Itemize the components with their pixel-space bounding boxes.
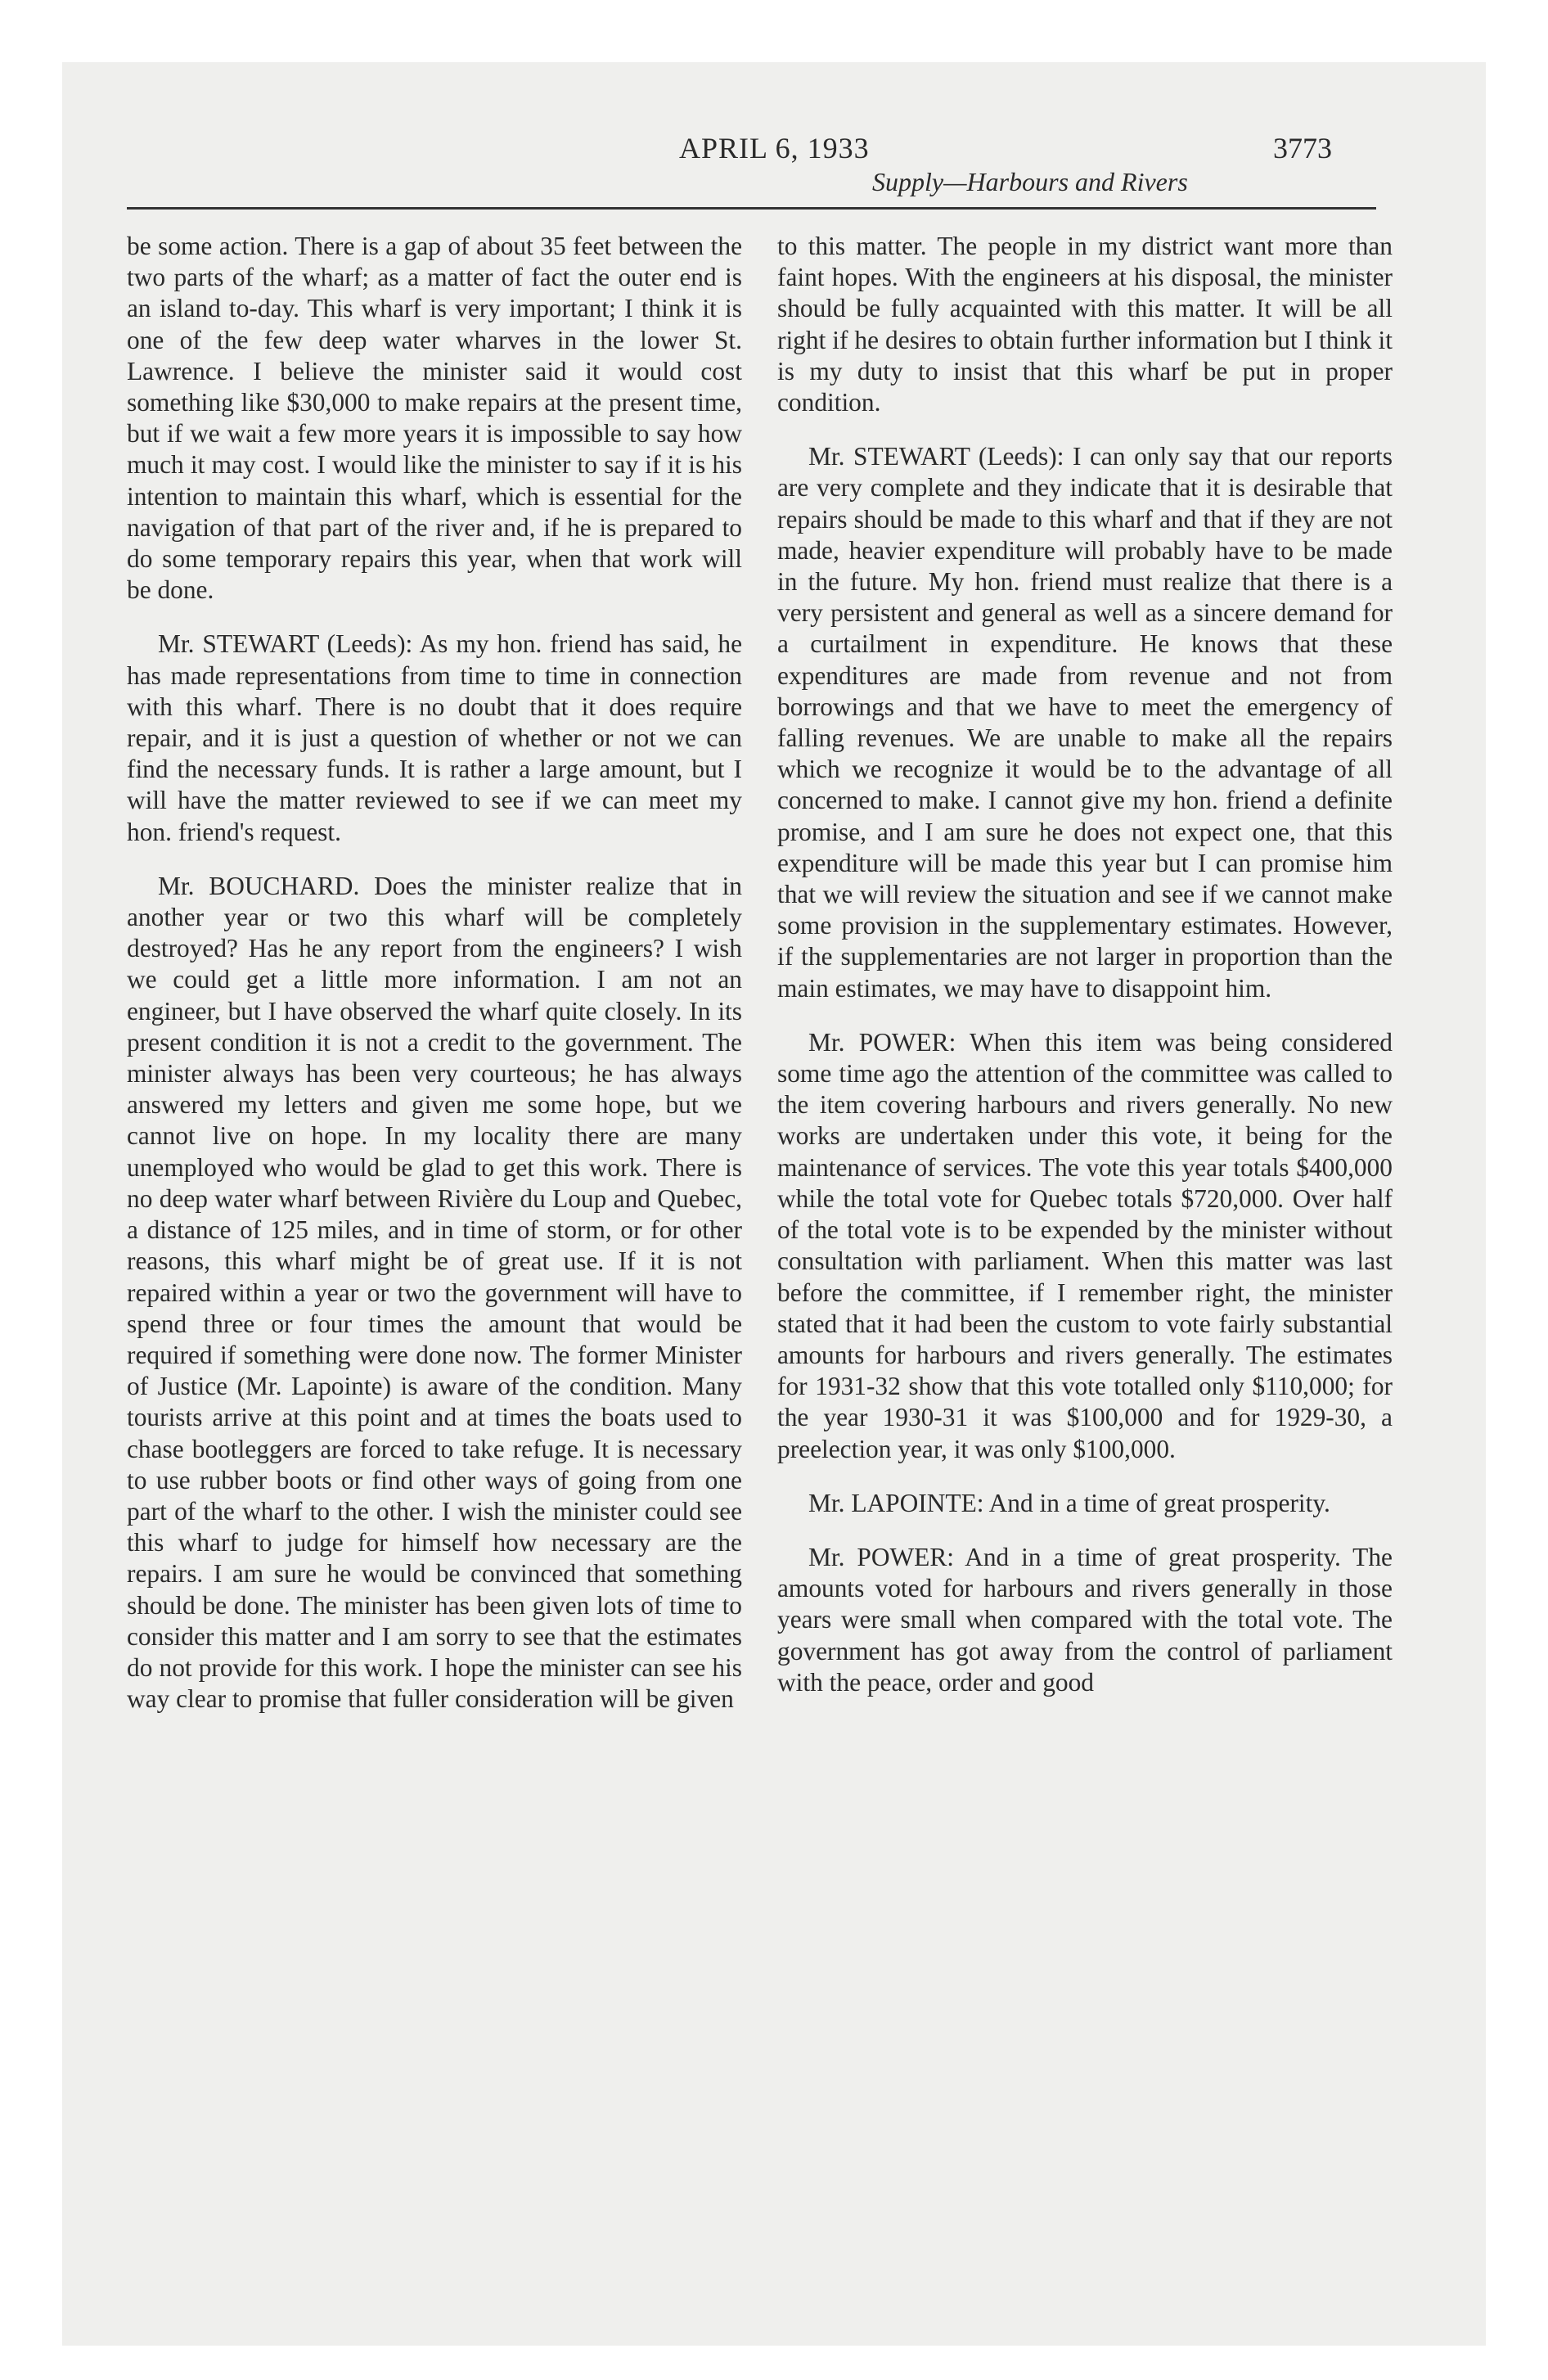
header-rule xyxy=(127,207,1376,210)
paragraph-text: I can only say that our reports are very complete and they indicate that it is desirable that repairs should be made to this wharf and that if they are not made, heavier expenditure will probably have to be made in the future. My hon. friend must realize that there is a very persistent and general as well as a sincere demand for a curtailment in expenditure. He knows that these expenditures are made from revenue and not from borrowings and that we have to meet the emergency of falling revenues. We are unable to make all the repairs which we recognize it would be to the advantage of all concerned to make. I cannot give my hon. friend a definite promise, and I am sure he does not expect one, that this expenditure will be made this year but I can promise him that we will review the situation and see if we cannot make some provision in the supplementary estimates. However, if the supplementaries are not larger in proportion than the main estimates, we may have to disappoint him. xyxy=(777,442,1393,1003)
speech-paragraph xyxy=(777,441,1393,1004)
continued-paragraph xyxy=(127,231,742,606)
speech-paragraph xyxy=(777,1542,1393,1698)
speaker-name: Mr. LAPOINTE: xyxy=(808,1488,984,1517)
running-head: Supply—Harbours and Rivers xyxy=(872,167,1188,196)
right-column xyxy=(777,231,1393,2228)
speech-paragraph xyxy=(777,1488,1393,1519)
left-column xyxy=(127,231,742,2228)
speaker-name: Mr. POWER: xyxy=(808,1542,954,1571)
paragraph-text: be some action. There is a gap of about 35 feet between the two parts of the wharf; as a matter of fact the outer end is an island to-day. This wharf is very important; I think it is one of the few deep water wharves in the lower St. Lawrence. I believe the minister said it would cost something like $30,000 to make repairs at the present time, but if we wait a few more years it is impossible to say how much it may cost. I would like the minister to say if it is his intention to maintain this wharf, which is essential for the navigation of that part of the river and, if he is prepared to do some temporary repairs this year, when that work will be done. xyxy=(127,232,742,605)
page-number: 3773 xyxy=(1273,132,1332,165)
paragraph-text: And in a time of great prosperity. xyxy=(988,1488,1330,1517)
speaker-name: Mr. POWER: xyxy=(808,1027,956,1057)
paragraph-text: And in a time of great prosperity. The amounts voted for harbours and rivers generally in those years were small when compared with the total vote. The government has got away from the control of parliament with the peace, order and good xyxy=(777,1542,1393,1697)
paragraph-text: Does the minister realize that in another year or two this wharf will be completely destroyed? Has he any report from the engineers? I wish we could get a little more information. I am not an engineer, but I have observed the wharf quite closely. In its present condition it is not a credit to the government. The minister always has been very courteous; he has always answered my letters and given me some hope, but we cannot live on hope. In my locality there are many unemployed who would be glad to get this work. There is no deep water wharf between Rivière du Loup and Quebec, a distance of 125 miles, and in time of storm, or for other reasons, this wharf might be of great use. If it is not repaired within a year or two the government will have to spend three or four times the amount that would be required if something were done now. The former Minister of Justice (Mr. Lapointe) is aware of the condition. Many tourists arrive at this point and at times the boats used to chase bootleggers are forced to take refuge. It is necessary to use rubber boots or find other ways of going from one part of the wharf to the other. I wish the minister could see this wharf to judge for himself how necessary are the repairs. I am sure he would be convinced that something should be done. The minister has been given lots of time to consider this matter and I am sorry to see that the estimates do not provide for this work. I hope the minister can see his way clear to promise that fuller consideration will be given xyxy=(127,871,742,1714)
continued-paragraph xyxy=(777,231,1393,418)
speech-paragraph xyxy=(127,871,742,1715)
speech-paragraph xyxy=(777,1027,1393,1465)
speaker-name: Mr. STEWART (Leeds): xyxy=(158,629,413,659)
speaker-name: Mr. STEWART (Leeds): xyxy=(808,442,1064,471)
speaker-name: Mr. BOUCHARD. xyxy=(158,871,360,900)
speech-paragraph xyxy=(127,629,742,847)
paragraph-text: to this matter. The people in my district want more than faint hopes. With the engineers at his disposal, the minister should be fully acquainted with this matter. It will be all right if he desires to obtain further information but I think it is my duty to insist that this wharf be put in proper condition. xyxy=(777,232,1393,417)
paragraph-text: As my hon. friend has said, he has made representations from time to time in connection with this wharf. There is no doubt that it does require repair, and it is just a question of whether or not we can find the necessary funds. It is rather a large amount, but I will have the matter reviewed to see if we can meet my hon. friend's request. xyxy=(127,629,742,846)
page-date: APRIL 6, 1933 xyxy=(679,132,870,165)
paragraph-text: When this item was being considered some time ago the attention of the committee was called to the item covering harbours and rivers generally. No new works are undertaken under this vote, it being for the maintenance of services. The vote this year totals $400,000 while the total vote for Quebec totals $720,000. Over half of the total vote is to be expended by the minister without consultation with parliament. When this matter was last before the committee, if I remember right, the minister stated that it had been the custom to vote fairly substantial amounts for harbours and rivers generally. The estimates for 1931-32 show that this vote totalled only $110,000; for the year 1930-31 it was $100,000 and for 1929-30, a preelection year, it was only $100,000. xyxy=(777,1027,1393,1463)
